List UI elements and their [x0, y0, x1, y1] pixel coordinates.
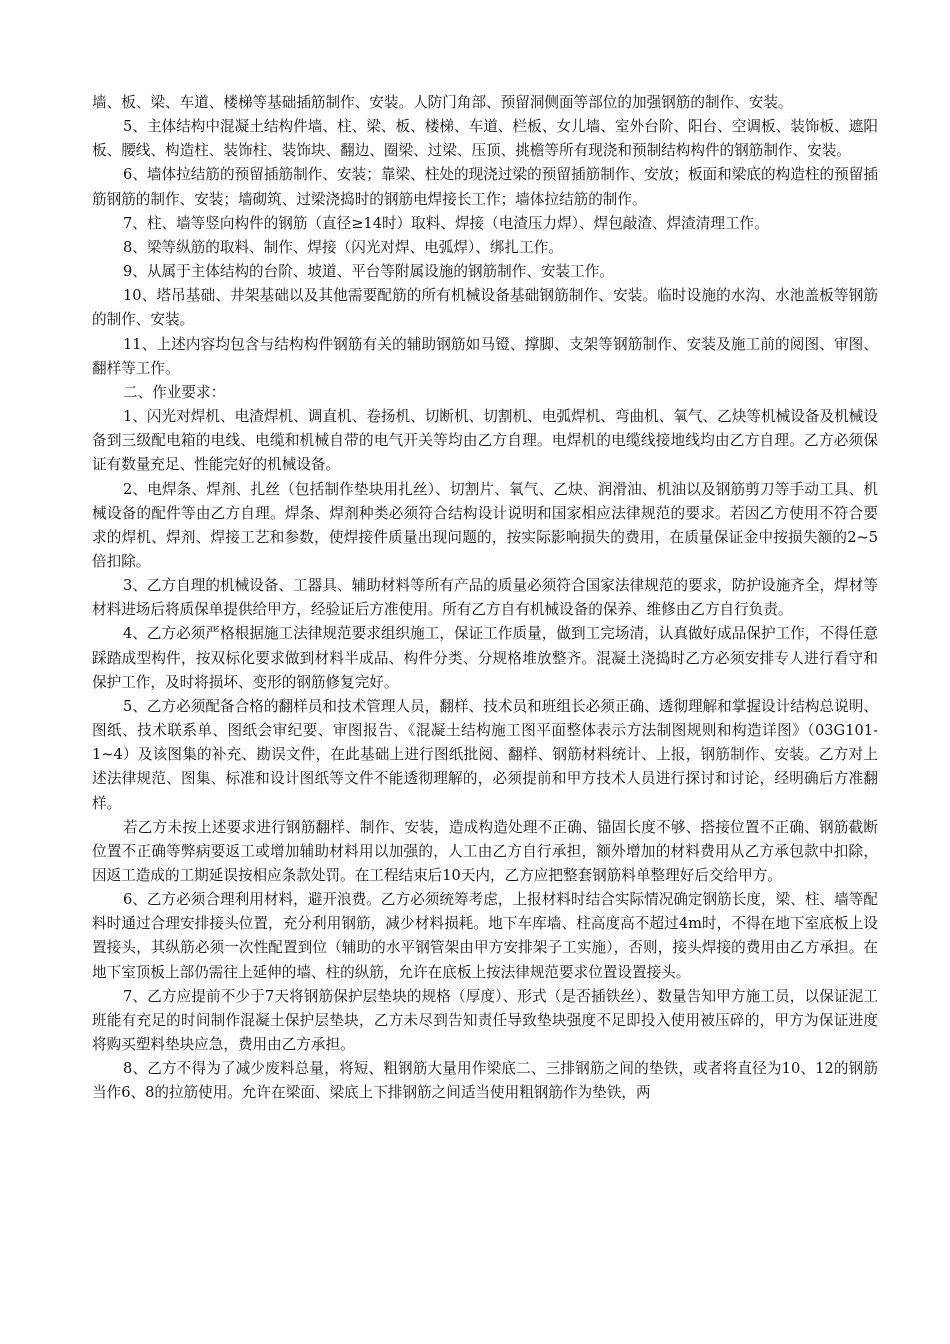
- section-heading-requirements: 二、作业要求：: [123, 383, 226, 401]
- paragraph-item-10: 10、塔吊基础、井架基础以及其他需要配筋的所有机械设备基础钢筋制作、安装。临时设施的水沟、水池盖板等钢筋的制作、安装。: [92, 287, 878, 329]
- paragraph-item-8: 8、梁等纵筋的取料、制作、焊接（闪光对焊、电弧焊）、绑扎工作。: [123, 238, 563, 256]
- paragraph-req-4: 4、乙方必须严格根据施工法律规范要求组织施工，保证工作质量，做到工完场清，认真做好成品保护工作，不得任意踩踏成型构件，按双标化要求做到材料半成品、构件分类、分规格堆放整齐。混凝土浇捣时乙方必须安排专人进行看守和保护工作，及时将损坏、变形的钢筋修复完好。: [92, 625, 878, 691]
- paragraph-req-1: 1、闪光对焊机、电渣焊机、调直机、卷扬机、切断机、切割机、电弧焊机、弯曲机、氧气、乙炔等机械设备及机械设备到三级配电箱的电线、电缆和机械自带的电气开关等均由乙方自理。电焊机的电缆线接地线均由乙方自理。乙方必须保证有数量充足、性能完好的机械设备。: [92, 408, 878, 474]
- paragraph-req-5: 5、乙方必须配备合格的翻样员和技术管理人员，翻样、技术员和班组长必须正确、透彻理解和掌握设计结构总说明、图纸、技术联系单、图纸会审纪要、审图报告、《混凝土结构施工图平面整体表示方法制图规则和构造详图》（03G101-1~4）及该图集的补充、勘误文件，在此基础上进行图纸批阅、翻样、钢筋材料统计、上报，钢筋制作、安装。乙方对上述法律规范、图集、标准和设计图纸等文件不能透彻理解的，必须提前和甲方技术人员进行探讨和讨论，经明确后方准翻样。: [92, 697, 878, 812]
- paragraph-item-5: 5、主体结构中混凝土结构件墙、柱、梁、板、楼梯、车道、栏板、女儿墙、室外台阶、阳台、空调板、装饰板、遮阳板、腰线、构造柱、装饰柱、装饰块、翻边、圈梁、过梁、压顶、挑檐等所有现浇和预制结构构件的钢筋制作、安装。: [92, 118, 878, 160]
- paragraph-item-6: 6、墙体拉结筋的预留插筋制作、安装；靠梁、柱处的现浇过梁的预留插筋制作、安放；板面和梁底的构造柱的预留插筋钢筋的制作、安装；墙砌筑、过梁浇捣时的钢筋电焊接长工作；墙体拉结筋的制作。: [92, 166, 878, 208]
- paragraph-req-6: 6、乙方必须合理利用材料，避开浪费。乙方必须统筹考虑，上报材料时结合实际情况确定钢筋长度，梁、柱、墙等配料时通过合理安排接头位置，充分利用钢筋，减少材料损耗。地下车库墙、柱高度高不超过4m时，不得在地下室底板上设置接头，其纵筋必须一次性配置到位（辅助的水平钢管架由甲方安排架子工实施），否则，接头焊接的费用由乙方承担。在地下室顶板上部仍需往上延伸的墙、柱的纵筋，允许在底板上按法律规范要求位置设置接头。: [92, 891, 878, 981]
- paragraph-req-3: 3、乙方自理的机械设备、工器具、辅助材料等所有产品的质量必须符合国家法律规范的要求，防护设施齐全，焊材等材料进场后将质保单提供给甲方，经验证后方准使用。所有乙方自有机械设备的保养、维修由乙方自行负责。: [92, 577, 878, 619]
- paragraph-continued: 墙、板、梁、车道、楼梯等基础插筋制作、安装。人防门角部、预留洞侧面等部位的加强钢筋的制作、安装。: [92, 94, 793, 111]
- paragraph-item-7: 7、柱、墙等竖向构件的钢筋（直径≥14时）取料、焊接（电渣压力焊）、焊包敲渣、焊渣清理工作。: [123, 214, 769, 232]
- paragraph-item-9: 9、从属于主体结构的台阶、坡道、平台等附属设施的钢筋制作、安装工作。: [123, 263, 614, 281]
- paragraph-item-11: 11、上述内容均包含与结构构件钢筋有关的辅助钢筋如马镫、撑脚、支架等钢筋制作、安装及施工前的阅图、审图、翻样等工作。: [92, 335, 878, 377]
- paragraph-req-7: 7、乙方应提前不少于7天将钢筋保护层垫块的规格（厚度）、形式（是否插铁丝）、数量告知甲方施工员，以保证泥工班能有充足的时间制作混凝土保护层垫块，乙方未尽到告知责任导致垫块强度不足即投入使用被压碎的，甲方为保证进度将购买塑料垫块应急，费用由乙方承担。: [92, 987, 878, 1054]
- paragraph-req-5-penalty: 若乙方未按上述要求进行钢筋翻样、制作、安装，造成构造处理不正确、锚固长度不够、搭接位置不正确、钢筋截断位置不正确等弊病要返工或增加辅助材料用以加强的，人工由乙方自行承担，额外增加的材料费用从乙方承包款中扣除，因返工造成的工期延误按相应条款处罚。在工程结束后10天内，乙方应把整套钢筋料单整理好后交给甲方。: [92, 818, 878, 884]
- paragraph-req-8: 8、乙方不得为了减少废料总量，将短、粗钢筋大量用作梁底二、三排钢筋之间的垫铁，或者将直径为10、12的钢筋当作6、8的拉筋使用。允许在梁面、梁底上下排钢筋之间适当使用粗钢筋作为垫铁，两: [92, 1060, 878, 1102]
- paragraph-req-2: 2、电焊条、焊剂、扎丝（包括制作垫块用扎丝）、切割片、氧气、乙炔、润滑油、机油以及钢筋剪刀等手动工具、机械设备的配件等由乙方自理。焊条、焊剂种类必须符合结构设计说明和国家相应法律规范的要求。若因乙方使用不符合要求的焊机、焊剂、焊接工艺和参数，使焊接件质量出现问题的，按实际影响损失的费用，在质量保证金中按损失额的2~5倍扣除。: [92, 480, 878, 570]
